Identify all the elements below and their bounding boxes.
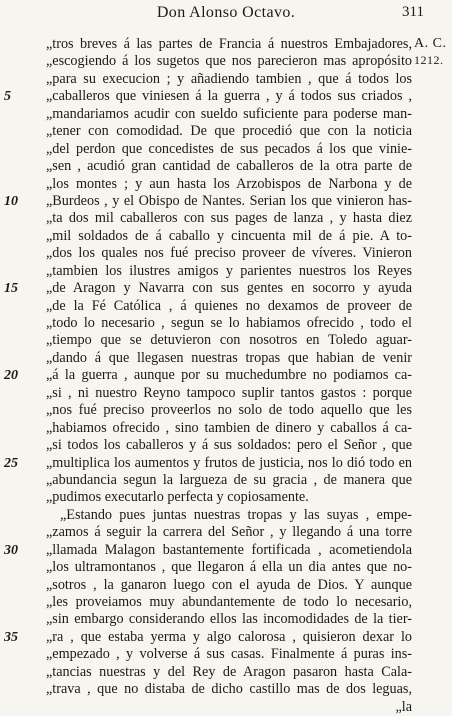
line-number: 10 [4,193,18,209]
text-line [0,71,452,88]
line-text: „nos fué preciso proveerlos no solo de todo aquello que les [46,402,412,419]
line-text: „escogiendo á los sugetos que nos parecieron mas apropósito [46,53,412,70]
text-line [0,88,452,105]
text-line [0,577,452,594]
line-text: „pudimos executarlo perfecta y copiosamente. [46,489,309,506]
margin-era: A. C. [414,36,447,51]
page-number: 311 [402,4,424,20]
text-line [0,332,452,349]
line-text: „habiamos ofrecido , sino tambien de dinero y caballos á ca- [46,419,412,436]
text-line [0,472,452,489]
line-text: „de Aragon y Navarra con sus gentes en socorro y ayuda [46,280,412,297]
text-line [0,559,452,576]
line-text: „llamada Malagon bastantemente fortificada , acometiendola [46,541,412,558]
line-number: 5 [4,89,11,105]
text-line [0,106,452,123]
text-line [0,53,452,70]
line-text: „sotros , la ganaron luego con el ayuda de Dios. Y aunque [46,576,412,593]
line-text: „los ultramontanos , que llegaron á ella un dia antes que no- [46,559,412,576]
line-text: „abundancia segun la largueza de su gracia , de manera que [46,471,412,488]
text-line [0,542,452,559]
text-line [0,158,452,175]
text-line [0,245,452,262]
line-text: „mandariamos acudir con sueldo suficiente para poderse man- [46,105,412,122]
text-line [0,455,452,472]
text-line [0,141,452,158]
line-text: „si todos los caballeros y á sus soldados: pero el Señor , que [46,437,412,454]
text-line [0,263,452,280]
line-text: „mil soldados de á caballo y cincuenta mil de á pie. A to- [46,227,412,244]
line-text: „trava , que no distaba de dicho castillo mas de dos leguas, [46,681,412,698]
line-text: „ta dos mil caballeros con sus pages de lanza , y hasta diez [46,210,412,227]
line-text: „les proveiamos muy abundantemente de todo lo necesario, [46,594,412,610]
text-line [0,280,452,297]
line-text: „Burdeos , y el Obispo de Nantes. Serian los que vinieron has- [46,192,412,209]
line-text: „los montes ; y aun hasta los Arzobispos de Narbona y de [46,175,412,192]
text-line [0,123,452,140]
line-text: „tiempo que se detuvieron con nosotros en Toledo aguar- [46,332,412,349]
margin-year: 1212. [414,53,444,67]
text-line [0,611,452,628]
text-line [0,315,452,332]
body-text [0,36,452,716]
line-text: „dando á que llegasen nuestras tropas que habian de venir [46,349,412,366]
line-text: „multiplica los aumentos y frutos de justicia, nos lo dió todo en [46,454,412,471]
text-line [0,420,452,437]
line-text: „á la guerra , aunque por su muchedumbre no podiamos ca- [46,367,412,384]
text-line [0,298,452,315]
line-text: „dos los quales nos fué preciso proveer de víveres. Vinieron [46,245,412,262]
line-text: „la [395,698,412,715]
text-line [0,228,452,245]
line-number: 30 [4,542,18,558]
text-line [0,664,452,681]
text-line [0,524,452,541]
line-text: „de la Fé Católica , á quienes no dexamos de proveer de [46,297,412,314]
text-line [0,489,452,506]
line-text: „todo lo necesario , segun se lo habiamos ofrecido , todo el [46,315,412,331]
line-number: 35 [4,629,18,645]
line-text: „del perdon que concedistes de sus pecados á los que vinie- [46,140,412,157]
text-line [0,176,452,193]
text-line [0,594,452,611]
running-head: Don Alonso Octavo. [156,4,296,21]
text-line [0,507,452,524]
line-text: „tancias nuestras y del Rey de Aragon pasaron hasta Cala- [46,663,412,680]
line-text: „caballeros que viniesen á la guerra , y á todos sus criados , [46,88,412,105]
line-text: „empezado , y volverse á sus casas. Finalmente á puras ins- [46,646,412,663]
text-line [0,385,452,402]
line-number: 20 [4,368,18,384]
text-line [0,681,452,698]
text-line [0,646,452,663]
text-line [0,350,452,367]
line-text: „sin embargo considerando ellos las incomodidades de la tier- [46,611,412,628]
line-text: „tener con comodidad. De que procedió que con la noticia [46,123,412,140]
line-text: „si , ni nuestro Reyno tampoco suplir tantos gastos : porque [46,384,412,401]
line-text: „Estando pues juntas nuestras tropas y las suyas , empe- [60,506,412,523]
text-line [0,629,452,646]
text-line [0,210,452,227]
text-line [0,367,452,384]
line-text: „sen , acudió gran cantidad de caballeros de la otra parte de [46,158,412,175]
line-text: „tros breves á las partes de Francia á nuestros Embajadores, [46,36,412,52]
line-text: „para su execucion ; y añadiendo tambien , que á todos los [46,70,412,87]
line-number: 15 [4,281,18,297]
catchword [0,699,452,716]
line-text: „ra , que estaba yerma y algo calorosa , quisieron dexar lo [46,628,412,645]
line-number: 25 [4,455,18,471]
text-line [0,402,452,419]
text-line [0,36,452,53]
text-line [0,193,452,210]
line-text: „tambien los ilustres amigos y parientes nuestros los Reyes [46,262,412,279]
text-line [0,437,452,454]
line-text: „zamos á seguir la carrera del Señor , y llegando á una torre [46,524,412,541]
